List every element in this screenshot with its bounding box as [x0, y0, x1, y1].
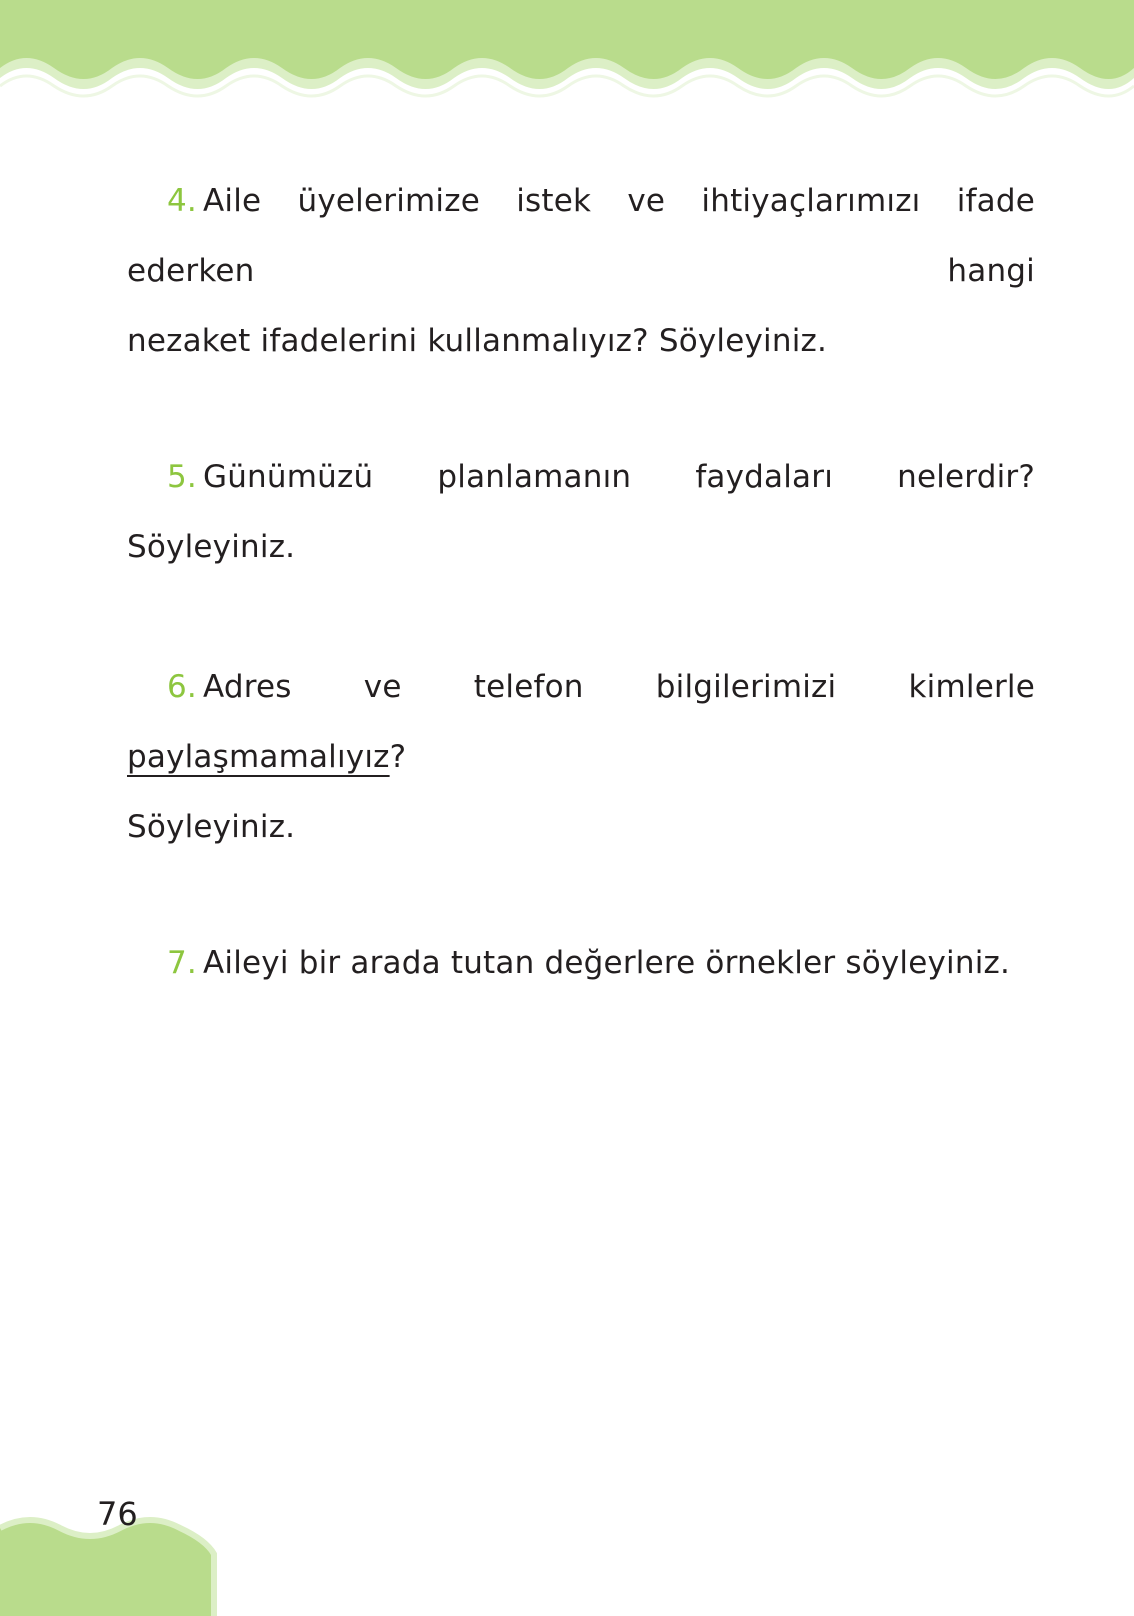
question-4-line-2: nezaket ifadelerini kullanmalıyız? Söyleyiniz.	[127, 323, 828, 359]
question-6	[127, 652, 1035, 862]
question-5-line-1	[127, 442, 1035, 582]
question-7-number: 7.	[167, 945, 197, 981]
question-6-text-before: Adres ve telefon bilgilerimizi kimlerle	[202, 669, 1035, 705]
question-6-line-2: Söyleyiniz.	[127, 809, 296, 845]
question-7	[127, 928, 1035, 998]
question-4	[127, 166, 1035, 376]
question-7-line-1	[127, 928, 1035, 998]
top-wave-banner	[0, 0, 1134, 110]
page-number: 76	[97, 1495, 138, 1533]
question-6-number: 6.	[167, 669, 197, 705]
question-4-number: 4.	[167, 183, 197, 219]
question-5-number: 5.	[167, 459, 197, 495]
question-5-text-1: Günümüzü planlamanın faydaları nelerdir? Söyleyiniz.	[127, 459, 1035, 565]
question-6-underlined-word: paylaşmamalıyız	[127, 739, 390, 775]
question-6-line-1	[127, 652, 1035, 792]
question-5	[127, 442, 1035, 582]
question-7-text-1: Aileyi bir arada tutan değerlere örnekler söyleyiniz.	[202, 945, 1011, 981]
question-4-line-1	[127, 166, 1035, 306]
question-4-text-1: Aile üyelerimize istek ve ihtiyaçlarımızı ifade ederken hangi	[127, 183, 1035, 289]
question-6-text-after: ?	[389, 739, 407, 775]
